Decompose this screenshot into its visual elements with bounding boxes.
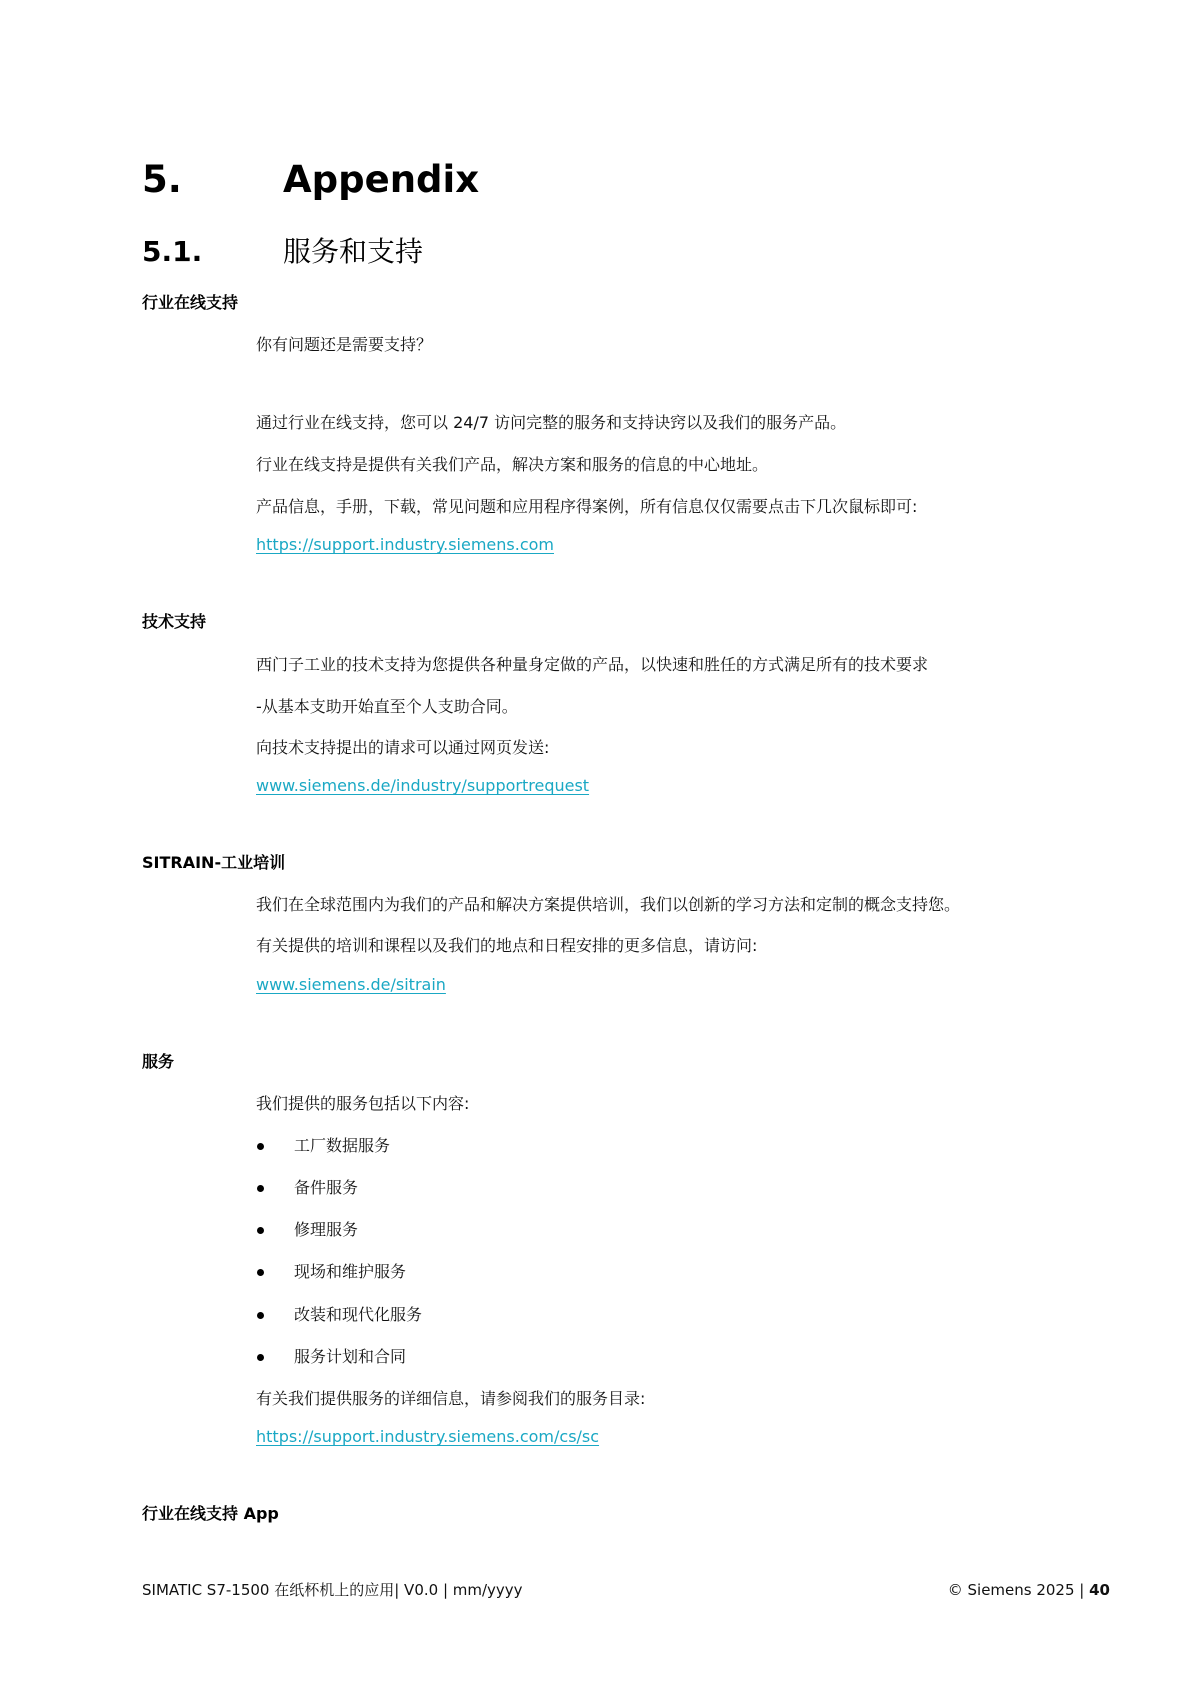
- bullet-icon: [257, 1269, 264, 1276]
- bullet-icon: [257, 1185, 264, 1192]
- online-support-para: 通过行业在线支持，您可以 24/7 访问完整的服务和支持诀窍以及我们的服务产品。: [256, 413, 847, 432]
- page-number: 40: [1089, 1581, 1110, 1599]
- online-support-para: 行业在线支持是提供有关我们产品，解决方案和服务的信息的中心地址。: [256, 455, 769, 474]
- sitrain-para: 有关提供的培训和课程以及我们的地点和日程安排的更多信息，请访问:: [256, 936, 758, 955]
- services-heading: 服务: [142, 1052, 175, 1071]
- online-support-para: 产品信息，手册，下载，常见问题和应用程序得案例，所有信息仅仅需要点击下几次鼠标即可:: [256, 497, 918, 516]
- bullet-icon: [257, 1143, 264, 1150]
- online-support-para: 你有问题还是需要支持？: [256, 335, 433, 354]
- bullet-icon: [257, 1354, 264, 1361]
- tech-support-para: 西门子工业的技术支持为您提供各种量身定做的产品，以快速和胜任的方式满足所有的技术要求: [256, 655, 929, 674]
- copyright-text: © Siemens 2025 |: [947, 1581, 1090, 1599]
- bullet-icon: [257, 1227, 264, 1234]
- services-outro: 有关我们提供服务的详细信息，请参阅我们的服务目录:: [256, 1389, 646, 1408]
- sitrain-link[interactable]: www.siemens.de/sitrain: [256, 975, 446, 994]
- app-heading: 行业在线支持 App: [142, 1504, 279, 1523]
- online-support-heading: 行业在线支持: [142, 293, 239, 312]
- tech-support-para: 向技术支持提出的请求可以通过网页发送:: [256, 738, 550, 757]
- bullet-icon: [257, 1312, 264, 1319]
- footer-copyright: [948, 1580, 1110, 1600]
- tech-support-heading: 技术支持: [142, 612, 207, 631]
- online-support-link[interactable]: https://support.industry.siemens.com: [256, 535, 554, 554]
- section-title: 服务和支持: [283, 235, 424, 268]
- services-catalog-link[interactable]: https://support.industry.siemens.com/cs/sc: [256, 1427, 600, 1446]
- tech-support-para: -从基本支助开始直至个人支助合同。: [256, 697, 518, 716]
- sitrain-para: 我们在全球范围内为我们的产品和解决方案提供培训，我们以创新的学习方法和定制的概念支持您。: [256, 895, 961, 914]
- services-intro: 我们提供的服务包括以下内容:: [256, 1094, 470, 1113]
- chapter-number: 5.: [142, 158, 182, 201]
- chapter-title: Appendix: [283, 158, 480, 201]
- section-number: 5.1.: [142, 235, 203, 268]
- tech-support-link[interactable]: www.siemens.de/industry/supportrequest: [256, 776, 590, 795]
- footer-document-info: SIMATIC S7-1500 在纸杯机上的应用| V0.0 | mm/yyyy: [142, 1581, 523, 1599]
- sitrain-heading: SITRAIN-工业培训: [142, 853, 286, 872]
